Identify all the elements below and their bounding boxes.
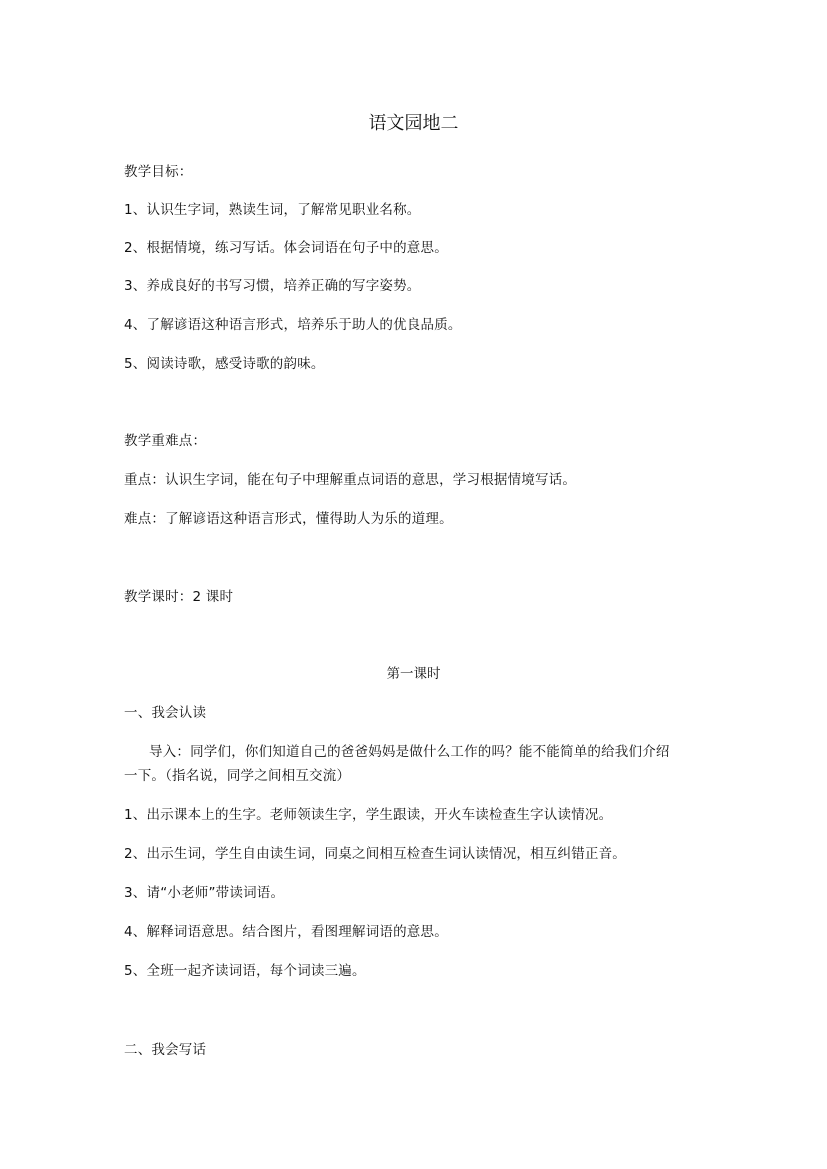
document-title: 语文园地二 [368,113,459,134]
intro-paragraph-line2: 一下。（指名说，同学之间相互交流） [124,768,351,784]
step-item: 5、全班一起齐读词语，每个词读三遍。 [124,963,366,979]
class-hours: 教学课时：2 课时 [124,589,234,605]
section2-heading: 二、我会写话 [124,1042,207,1058]
intro-paragraph-line1: 导入：同学们，你们知道自己的爸爸妈妈是做什么工作的吗？能不能简单的给我们介绍 [149,744,670,760]
step-item: 1、出示课本上的生字。老师领读生字，学生跟读，开火车读检查生字认读情况。 [124,807,613,823]
objective-item: 2、根据情境，练习写话。体会词语在句子中的意思。 [124,240,448,256]
objective-item: 3、养成良好的书写习惯，培养正确的写字姿势。 [124,278,421,294]
lesson1-title: 第一课时 [386,666,441,682]
objective-item: 1、认识生字词，熟读生词，了解常见职业名称。 [124,202,421,218]
step-item: 2、出示生词，学生自由读生词，同桌之间相互检查生词认读情况，相互纠错正音。 [124,846,626,862]
step-item: 3、请“小老师”带读词语。 [124,885,285,901]
key-difficulty: 难点：了解谚语这种语言形式，懂得助人为乐的道理。 [124,511,453,527]
objective-item: 4、了解谚语这种语言形式，培养乐于助人的优良品质。 [124,317,462,333]
objective-item: 5、阅读诗歌，感受诗歌的韵味。 [124,356,325,372]
objectives-heading: 教学目标： [124,164,193,180]
step-item: 4、解释词语意思。结合图片，看图理解词语的意思。 [124,924,448,940]
section1-heading: 一、我会认读 [124,705,207,721]
key-focus: 重点：认识生字词，能在句子中理解重点词语的意思，学习根据情境写话。 [124,472,577,488]
key-points-heading: 教学重难点： [124,433,207,449]
